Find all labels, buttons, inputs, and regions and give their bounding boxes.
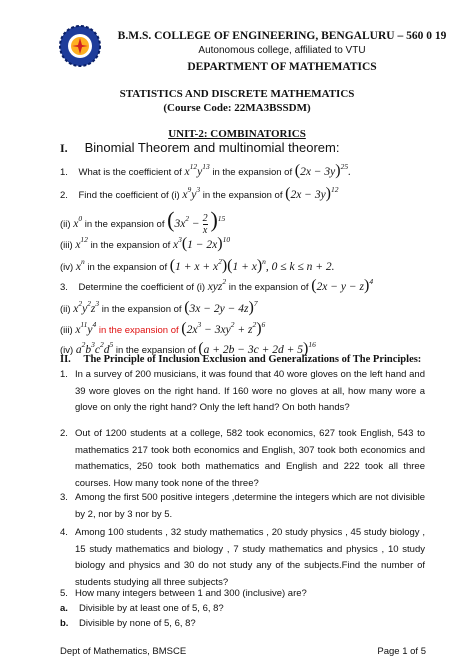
problem-1	[60, 367, 425, 417]
question-tail: in the expansion of	[101, 304, 182, 315]
subpart-text: Divisible by at least one of 5, 6, 8?	[79, 603, 224, 614]
question-2ii: (ii) $x^0$ in the expansion of ($3x^2 - 2$ x )$^{15}$	[60, 207, 226, 236]
department-name: DEPARTMENT OF MATHEMATICS	[187, 61, 377, 73]
question-tail: in the expansion of	[228, 282, 309, 293]
question-tail: in the expansion of	[87, 262, 168, 273]
problem-label: 5.	[60, 588, 68, 599]
question-2iv: (iv) $x^n$ in the expansion of $(1 + x + x^2)(1 + x)^n$, 0 ≤ k ≤ n + 2.	[60, 257, 335, 274]
problem-label: 3.	[60, 492, 68, 503]
problem-3	[60, 490, 425, 523]
question-label: (ii)	[60, 219, 71, 230]
section-2-number: II.	[60, 354, 71, 365]
question-label: 1.	[60, 167, 68, 178]
problem-text: Out of 1200 students at a college, 582 took economics, 627 took English, 543 to mathematics 217 took both economics and English, 307 took both economics and mathematics, 250 took both mathematics and English and 222 took all three courses. How many took none of the three?	[75, 428, 425, 489]
course-code: (Course Code: 22MA3BSSDM)	[163, 102, 311, 114]
problem-5	[60, 586, 425, 603]
question-2i: 2. Find the coefficient of (i) $x^9y^3$ in the expansion of $(2x - 3y)^{12}$	[60, 185, 339, 202]
question-text: Find the coefficient of (i)	[78, 190, 180, 201]
problem-5-part-a	[60, 603, 224, 614]
problem-2	[60, 426, 425, 492]
question-2iii: (iii) $x^{12}$ in the expansion of $x^3(1 - 2x)^{10}$	[60, 235, 231, 252]
subject-title: STATISTICS AND DISCRETE MATHEMATICS	[119, 88, 355, 100]
question-label: 2.	[60, 190, 68, 201]
problem-label: 2.	[60, 428, 68, 439]
college-affiliation: Autonomous college, affiliated to VTU	[198, 45, 366, 56]
question-tail: in the expansion of	[84, 219, 165, 230]
question-tail: in the expansion of	[98, 325, 179, 336]
subpart-label: b.	[60, 618, 69, 629]
section-2-title: The Principle of Inclusion Exclusion and Generalizations of The Principles:	[83, 354, 422, 365]
footer-department: Dept of Mathematics, BMSCE	[60, 646, 187, 657]
question-label: (iv)	[60, 345, 74, 356]
problem-label: 4.	[60, 527, 68, 538]
problem-text: Among the first 500 positive integers ,determine the integers which are not divisible by 2, nor by 3 nor by 5.	[75, 492, 425, 520]
section-1-heading	[60, 140, 339, 156]
question-3i: 3. Determine the coefficient of (i) xyz$^2$ in the expansion of $(2x - y - z)^4$	[60, 277, 374, 294]
problem-text: In a survey of 200 musicians, it was found that 40 wore gloves on the left hand and 39 wore gloves on the right hand. If 160 wore no gloves at all, how many wore a glove on only the right hand? Only the left hand? On both hands?	[75, 369, 425, 413]
question-3iv: (iv) $a^2b^3c^2d^5$ in the expansion of $(a + 2b - 3c + 2d + 5)^{16}$	[60, 340, 316, 357]
question-tail: in the expansion of	[115, 345, 196, 356]
problem-4	[60, 525, 425, 591]
question-tail: in the expansion of	[212, 167, 293, 178]
question-1: 1. What is the coefficient of $x^{12}y^{13}$ in the expansion of $(2x - 3y)^{25}$.	[60, 162, 351, 179]
subpart-label: a.	[60, 603, 68, 614]
footer-page-number: Page 1 of 5	[377, 646, 426, 657]
question-text: What is the coefficient of	[78, 167, 182, 178]
question-text: Determine the coefficient of (i)	[78, 282, 206, 293]
question-label: (iv)	[60, 262, 74, 273]
college-name: B.M.S. COLLEGE OF ENGINEERING, BENGALURU – 560 0 19	[117, 30, 447, 42]
question-tail: in the expansion of	[90, 240, 171, 251]
subpart-text: Divisible by none of 5, 6, 8?	[79, 618, 196, 629]
question-label: (iii)	[60, 240, 73, 251]
section-2-heading	[60, 354, 421, 365]
question-tail: in the expansion of	[202, 190, 283, 201]
question-label: (iii)	[60, 325, 73, 336]
problem-5-part-b	[60, 618, 196, 629]
problem-label: 1.	[60, 369, 68, 380]
unit-title: UNIT-2: COMBINATORICS	[168, 128, 306, 140]
section-1-title: Binomial Theorem and multinomial theorem:	[84, 140, 340, 155]
question-label: 3.	[60, 282, 68, 293]
section-1-number: I.	[60, 141, 68, 155]
question-3iii: (iii) $x^{11}y^4$ in the expansion of $(2x^3 - 3xy^2 + z^2)^6$	[60, 320, 266, 337]
question-3ii: (ii) $x^2y^2z^3$ in the expansion of $(3x - 2y - 4z)^7$	[60, 299, 258, 316]
problem-text: Among 100 students , 32 study mathematics , 20 study physics , 45 study biology , 15 study mathematics and biology , 7 study mathematics and physics , 10 study biology and physics and 30 do not study any of the subjects.Find the number of students studying all three subjects?	[75, 527, 425, 588]
question-label: (ii)	[60, 304, 71, 315]
problem-text: How many integers between 1 and 300 (inclusive) are?	[75, 588, 307, 599]
